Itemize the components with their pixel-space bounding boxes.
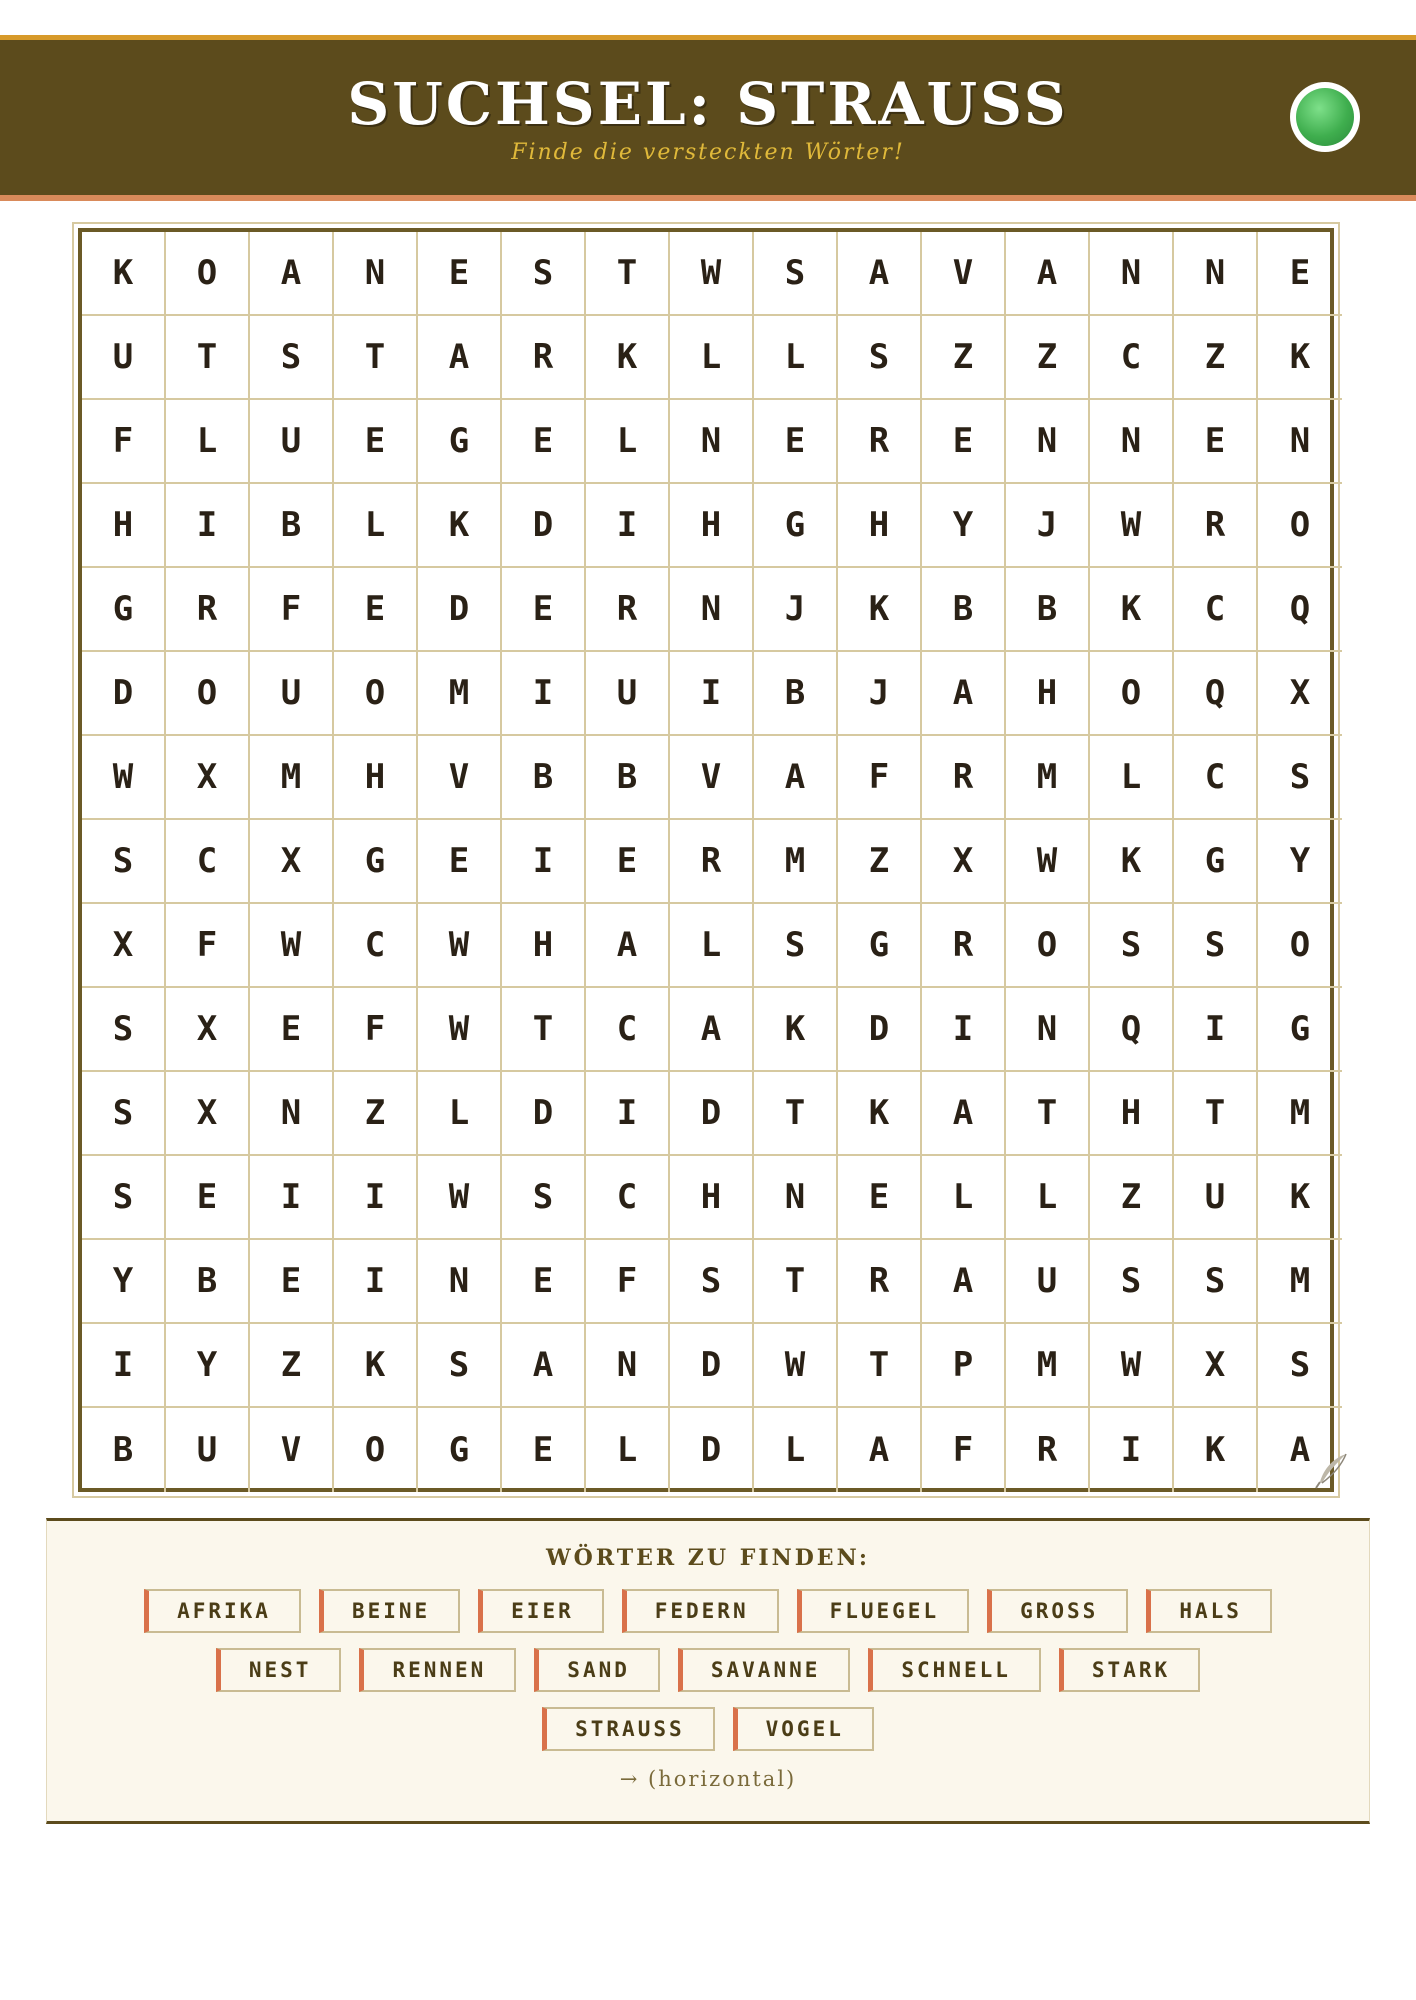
grid-cell[interactable]: N	[1090, 400, 1174, 484]
grid-cell[interactable]: Z	[1174, 316, 1258, 400]
grid-cell[interactable]: S	[1258, 1324, 1342, 1408]
grid-cell[interactable]: W	[418, 904, 502, 988]
grid-cell[interactable]: F	[166, 904, 250, 988]
grid-cell[interactable]: S	[1258, 736, 1342, 820]
grid-cell[interactable]: H	[838, 484, 922, 568]
word-tag-eier: EIER	[478, 1589, 604, 1633]
grid-cell[interactable]: G	[334, 820, 418, 904]
word-tag-sand: SAND	[534, 1648, 660, 1692]
grid-cell[interactable]: K	[334, 1324, 418, 1408]
grid-cell[interactable]: N	[670, 400, 754, 484]
grid-cell[interactable]: I	[670, 652, 754, 736]
grid-cell[interactable]: N	[754, 1156, 838, 1240]
grid-cell[interactable]: S	[82, 988, 166, 1072]
grid-cell[interactable]: K	[1258, 316, 1342, 400]
grid-cell[interactable]: B	[502, 736, 586, 820]
grid-cell[interactable]: G	[418, 1408, 502, 1492]
grid-cell[interactable]: I	[166, 484, 250, 568]
grid-cell[interactable]: S	[754, 232, 838, 316]
grid-cell[interactable]: E	[922, 400, 1006, 484]
grid-cell[interactable]: X	[166, 1072, 250, 1156]
grid-cell[interactable]: N	[670, 568, 754, 652]
grid-cell[interactable]: G	[754, 484, 838, 568]
grid-cell[interactable]: B	[166, 1240, 250, 1324]
grid-cell[interactable]: F	[586, 1240, 670, 1324]
grid-cell[interactable]: E	[754, 400, 838, 484]
grid-cell[interactable]: T	[1174, 1072, 1258, 1156]
grid-cell[interactable]: R	[502, 316, 586, 400]
grid-cell[interactable]: L	[586, 1408, 670, 1492]
grid-cell[interactable]: T	[166, 316, 250, 400]
grid-cell[interactable]: S	[250, 316, 334, 400]
grid-cell[interactable]: D	[670, 1324, 754, 1408]
grid-cell[interactable]: B	[82, 1408, 166, 1492]
grid-cell[interactable]: F	[922, 1408, 1006, 1492]
grid-cell[interactable]: V	[250, 1408, 334, 1492]
grid-cell[interactable]: M	[418, 652, 502, 736]
grid-cell[interactable]: I	[250, 1156, 334, 1240]
grid-cell[interactable]: N	[1006, 988, 1090, 1072]
grid-cell[interactable]: A	[922, 1072, 1006, 1156]
grid-cell[interactable]: E	[250, 1240, 334, 1324]
grid-cell[interactable]: S	[754, 904, 838, 988]
grid-cell[interactable]: G	[1258, 988, 1342, 1072]
grid-cell[interactable]: A	[418, 316, 502, 400]
grid-cell[interactable]: E	[334, 400, 418, 484]
grid-cell[interactable]: K	[586, 316, 670, 400]
grid-cell[interactable]: E	[1174, 400, 1258, 484]
grid-cell[interactable]: S	[418, 1324, 502, 1408]
grid-cell[interactable]: A	[1289, 1430, 1311, 1470]
grid-cell[interactable]: Z	[922, 316, 1006, 400]
word-tag-hals: HALS	[1146, 1589, 1272, 1633]
grid-cell[interactable]: R	[1174, 484, 1258, 568]
grid-cell[interactable]: I	[82, 1324, 166, 1408]
grid-cell[interactable]: S	[82, 1072, 166, 1156]
grid-cell[interactable]: E	[1258, 232, 1342, 316]
grid-cell[interactable]: G	[838, 904, 922, 988]
grid-cell[interactable]: E	[250, 988, 334, 1072]
grid-cell[interactable]: E	[502, 400, 586, 484]
grid-cell[interactable]: C	[586, 988, 670, 1072]
grid-cell[interactable]: X	[1258, 652, 1342, 736]
grid-cell[interactable]: T	[754, 1240, 838, 1324]
grid-cell[interactable]: J	[754, 568, 838, 652]
header-banner	[0, 35, 1416, 201]
grid-cell[interactable]: Y	[922, 484, 1006, 568]
grid-cell[interactable]: L	[1090, 736, 1174, 820]
grid-cell[interactable]: N	[1258, 400, 1342, 484]
grid-cell[interactable]: T	[754, 1072, 838, 1156]
word-list-panel	[46, 1518, 1370, 1824]
grid-cell[interactable]: K	[1174, 1408, 1258, 1492]
page-subtitle: Finde die versteckten Wörter!	[511, 140, 905, 165]
grid-cell[interactable]: L	[670, 316, 754, 400]
grid-cell[interactable]: S	[1174, 1240, 1258, 1324]
grid-cell[interactable]: W	[1006, 820, 1090, 904]
grid-cell[interactable]: S	[502, 1156, 586, 1240]
grid-cell[interactable]: N	[586, 1324, 670, 1408]
grid-cell[interactable]: T	[1006, 1072, 1090, 1156]
word-row	[47, 1648, 1369, 1692]
grid-cell[interactable]: E	[418, 232, 502, 316]
grid-cell[interactable]: E	[502, 1408, 586, 1492]
grid-cell[interactable]: E	[166, 1156, 250, 1240]
grid-cell[interactable]: S	[1174, 904, 1258, 988]
grid-cell[interactable]: Y	[166, 1324, 250, 1408]
grid-cell[interactable]: E	[502, 1240, 586, 1324]
grid-cell[interactable]: N	[1090, 232, 1174, 316]
grid-cell[interactable]: U	[166, 1408, 250, 1492]
grid-cell[interactable]: X	[166, 988, 250, 1072]
grid-cell[interactable]: K	[1258, 1156, 1342, 1240]
grid-cell[interactable]: S	[82, 1156, 166, 1240]
grid-cell[interactable]: L	[418, 1072, 502, 1156]
grid-cell[interactable]: W	[670, 232, 754, 316]
word-tag-vogel: VOGEL	[733, 1707, 874, 1751]
grid-cell[interactable]: O	[334, 652, 418, 736]
grid-cell[interactable]: X	[82, 904, 166, 988]
grid-cell[interactable]: T	[586, 232, 670, 316]
grid-cell[interactable]: R	[670, 820, 754, 904]
grid-cell[interactable]: O	[1090, 652, 1174, 736]
grid-cell[interactable]: B	[586, 736, 670, 820]
grid-cell[interactable]: L	[334, 484, 418, 568]
grid-cell[interactable]: D	[838, 988, 922, 1072]
grid-cell[interactable]: M	[250, 736, 334, 820]
grid-cell[interactable]: E	[334, 568, 418, 652]
grid-cell[interactable]: C	[1174, 736, 1258, 820]
grid-cell[interactable]: K	[754, 988, 838, 1072]
grid-cell[interactable]: C	[166, 820, 250, 904]
grid-cell[interactable]: Y	[82, 1240, 166, 1324]
grid-cell[interactable]: F	[334, 988, 418, 1072]
grid-cell[interactable]: W	[418, 1156, 502, 1240]
word-tag-strauss: STRAUSS	[542, 1707, 715, 1751]
grid-cell[interactable]: E	[586, 820, 670, 904]
grid-cell[interactable]: G	[418, 400, 502, 484]
word-tag-savanne: SAVANNE	[678, 1648, 851, 1692]
grid-cell[interactable]: W	[250, 904, 334, 988]
grid-cell[interactable]: M	[1006, 736, 1090, 820]
grid-cell[interactable]: Z	[1006, 316, 1090, 400]
grid-cell[interactable]: D	[418, 568, 502, 652]
grid-cell[interactable]: C	[334, 904, 418, 988]
grid-cell[interactable]: L	[922, 1156, 1006, 1240]
grid-cell[interactable]: D	[670, 1408, 754, 1492]
grid-cell[interactable]: N	[1174, 232, 1258, 316]
grid-cell[interactable]: V	[922, 232, 1006, 316]
grid-cell[interactable]: F	[838, 736, 922, 820]
grid-cell[interactable]: B	[922, 568, 1006, 652]
grid-cell[interactable]: Y	[1258, 820, 1342, 904]
word-tag-rennen: RENNEN	[359, 1648, 516, 1692]
grid-cell[interactable]: H	[502, 904, 586, 988]
grid-cell[interactable]: R	[838, 400, 922, 484]
grid-cell[interactable]: L	[586, 400, 670, 484]
grid-cell[interactable]: M	[1258, 1072, 1342, 1156]
grid-cell[interactable]: O	[1258, 484, 1342, 568]
grid-cell[interactable]: I	[502, 820, 586, 904]
grid-cell[interactable]: I	[502, 652, 586, 736]
grid-cell[interactable]: I	[586, 484, 670, 568]
grid-cell[interactable]: S	[838, 316, 922, 400]
page-title: SUCHSEL: STRAUSS	[347, 70, 1069, 138]
grid-cell[interactable]: V	[418, 736, 502, 820]
grid-cell[interactable]: X	[922, 820, 1006, 904]
grid-cell[interactable]: P	[922, 1324, 1006, 1408]
grid-cell[interactable]: D	[82, 652, 166, 736]
grid-cell[interactable]: K	[418, 484, 502, 568]
grid-cell[interactable]: Z	[838, 820, 922, 904]
grid-cell[interactable]: R	[838, 1240, 922, 1324]
grid-cell[interactable]: X	[166, 736, 250, 820]
word-tag-federn: FEDERN	[622, 1589, 779, 1633]
grid-cell[interactable]: H	[334, 736, 418, 820]
grid-cell[interactable]: Z	[334, 1072, 418, 1156]
status-indicator-icon	[1290, 82, 1360, 152]
grid-cell[interactable]: H	[670, 484, 754, 568]
grid-cell[interactable]: Q	[1258, 568, 1342, 652]
grid-cell[interactable]: L	[670, 904, 754, 988]
grid-cell[interactable]: B	[754, 652, 838, 736]
grid-cell[interactable]: I	[922, 988, 1006, 1072]
grid-cell[interactable]: I	[334, 1240, 418, 1324]
grid-cell[interactable]: G	[1174, 820, 1258, 904]
grid-cell[interactable]: Z	[250, 1324, 334, 1408]
grid-cell[interactable]: A	[838, 232, 922, 316]
word-tag-gross: GROSS	[987, 1589, 1128, 1633]
grid-cell[interactable]: A	[670, 988, 754, 1072]
word-tag-stark: STARK	[1059, 1648, 1200, 1692]
grid-cell[interactable]: R	[1006, 1408, 1090, 1492]
grid-cell[interactable]: N	[1006, 400, 1090, 484]
grid-cell[interactable]: L	[754, 316, 838, 400]
word-tag-beine: BEINE	[319, 1589, 460, 1633]
letter-grid	[82, 232, 1342, 1492]
word-row	[47, 1589, 1369, 1633]
grid-cell[interactable]: S	[1090, 904, 1174, 988]
grid-cell[interactable]: N	[418, 1240, 502, 1324]
grid-cell[interactable]: A	[922, 1240, 1006, 1324]
grid-cell[interactable]: N	[334, 232, 418, 316]
grid-cell[interactable]: K	[838, 1072, 922, 1156]
grid-cell[interactable]: A	[838, 1408, 922, 1492]
grid-cell[interactable]: W	[418, 988, 502, 1072]
word-list-heading: WÖRTER ZU FINDEN:	[545, 1545, 871, 1571]
grid-cell[interactable]: Z	[1090, 1156, 1174, 1240]
grid-cell[interactable]: U	[586, 652, 670, 736]
grid-cell[interactable]: O	[1258, 904, 1342, 988]
grid-cell[interactable]: J	[838, 652, 922, 736]
grid-cell[interactable]: J	[1006, 484, 1090, 568]
grid-cell[interactable]: M	[1258, 1240, 1342, 1324]
direction-hint: → (horizontal)	[619, 1767, 797, 1791]
grid-cell[interactable]: Q	[1174, 652, 1258, 736]
grid-cell[interactable]: R	[922, 904, 1006, 988]
grid-cell[interactable]: U	[1174, 1156, 1258, 1240]
grid-cell[interactable]: R	[922, 736, 1006, 820]
grid-cell[interactable]: S	[1090, 1240, 1174, 1324]
grid-cell[interactable]: O	[334, 1408, 418, 1492]
word-tag-afrika: AFRIKA	[144, 1589, 301, 1633]
grid-cell[interactable]: T	[502, 988, 586, 1072]
grid-cell[interactable]: W	[1090, 1324, 1174, 1408]
grid-cell[interactable]: S	[502, 232, 586, 316]
grid-cell[interactable]: G	[82, 568, 166, 652]
grid-cell[interactable]: K	[838, 568, 922, 652]
grid-cell[interactable]: H	[1090, 1072, 1174, 1156]
grid-cell[interactable]: B	[250, 484, 334, 568]
feather-icon	[1312, 1450, 1352, 1490]
grid-cell[interactable]: R	[166, 568, 250, 652]
grid-cell[interactable]: I	[1174, 988, 1258, 1072]
grid-cell[interactable]: I	[1090, 1408, 1174, 1492]
grid-cell[interactable]: D	[502, 484, 586, 568]
word-row	[47, 1707, 1369, 1751]
grid-cell[interactable]: E	[418, 820, 502, 904]
word-tag-schnell: SCHNELL	[868, 1648, 1041, 1692]
grid-cell[interactable]: E	[838, 1156, 922, 1240]
grid-cell[interactable]: C	[1090, 316, 1174, 400]
grid-cell[interactable]: U	[82, 316, 166, 400]
word-search-board	[72, 222, 1340, 1498]
grid-cell[interactable]: E	[502, 568, 586, 652]
grid-cell[interactable]: A	[754, 736, 838, 820]
grid-cell[interactable]: D	[502, 1072, 586, 1156]
grid-cell[interactable]: R	[586, 568, 670, 652]
grid-cell[interactable]: S	[82, 820, 166, 904]
grid-cell[interactable]: N	[250, 1072, 334, 1156]
grid-cell[interactable]: L	[754, 1408, 838, 1492]
grid-cell[interactable]: L	[1006, 1156, 1090, 1240]
grid-cell[interactable]: C	[586, 1156, 670, 1240]
grid-cell[interactable]: W	[82, 736, 166, 820]
grid-cell[interactable]: O	[166, 232, 250, 316]
grid-cell[interactable]: Q	[1090, 988, 1174, 1072]
grid-cell[interactable]: U	[250, 400, 334, 484]
grid-cell[interactable]: M	[754, 820, 838, 904]
grid-cell[interactable]: A	[250, 232, 334, 316]
word-tag-fluegel: FLUEGEL	[797, 1589, 970, 1633]
grid-cell[interactable]: F	[250, 568, 334, 652]
grid-cell[interactable]: I	[334, 1156, 418, 1240]
grid-cell[interactable]: C	[1174, 568, 1258, 652]
grid-cell[interactable]: W	[754, 1324, 838, 1408]
grid-cell[interactable]: X	[1174, 1324, 1258, 1408]
grid-cell[interactable]: T	[838, 1324, 922, 1408]
grid-cell[interactable]: H	[1006, 652, 1090, 736]
grid-cell[interactable]: X	[250, 820, 334, 904]
grid-cell[interactable]: S	[670, 1240, 754, 1324]
grid-cell[interactable]: B	[1006, 568, 1090, 652]
grid-cell[interactable]: A	[1006, 232, 1090, 316]
grid-cell[interactable]: I	[586, 1072, 670, 1156]
grid-cell[interactable]: A	[502, 1324, 586, 1408]
grid-cell[interactable]: K	[1090, 568, 1174, 652]
grid-cell[interactable]: U	[1006, 1240, 1090, 1324]
grid-cell[interactable]: T	[334, 316, 418, 400]
grid-cell[interactable]: K	[82, 232, 166, 316]
grid-cell[interactable]: A	[586, 904, 670, 988]
grid-cell[interactable]: W	[1090, 484, 1174, 568]
grid-cell[interactable]: K	[1090, 820, 1174, 904]
grid-cell[interactable]: O	[166, 652, 250, 736]
grid-cell[interactable]: A	[922, 652, 1006, 736]
grid-cell[interactable]: D	[670, 1072, 754, 1156]
grid-cell[interactable]: O	[1006, 904, 1090, 988]
grid-cell[interactable]: M	[1006, 1324, 1090, 1408]
grid-cell[interactable]: H	[82, 484, 166, 568]
grid-cell[interactable]: F	[82, 400, 166, 484]
grid-cell[interactable]: U	[250, 652, 334, 736]
grid-cell[interactable]: L	[166, 400, 250, 484]
grid-cell[interactable]: V	[670, 736, 754, 820]
word-tag-nest: NEST	[216, 1648, 342, 1692]
grid-cell[interactable]: H	[670, 1156, 754, 1240]
